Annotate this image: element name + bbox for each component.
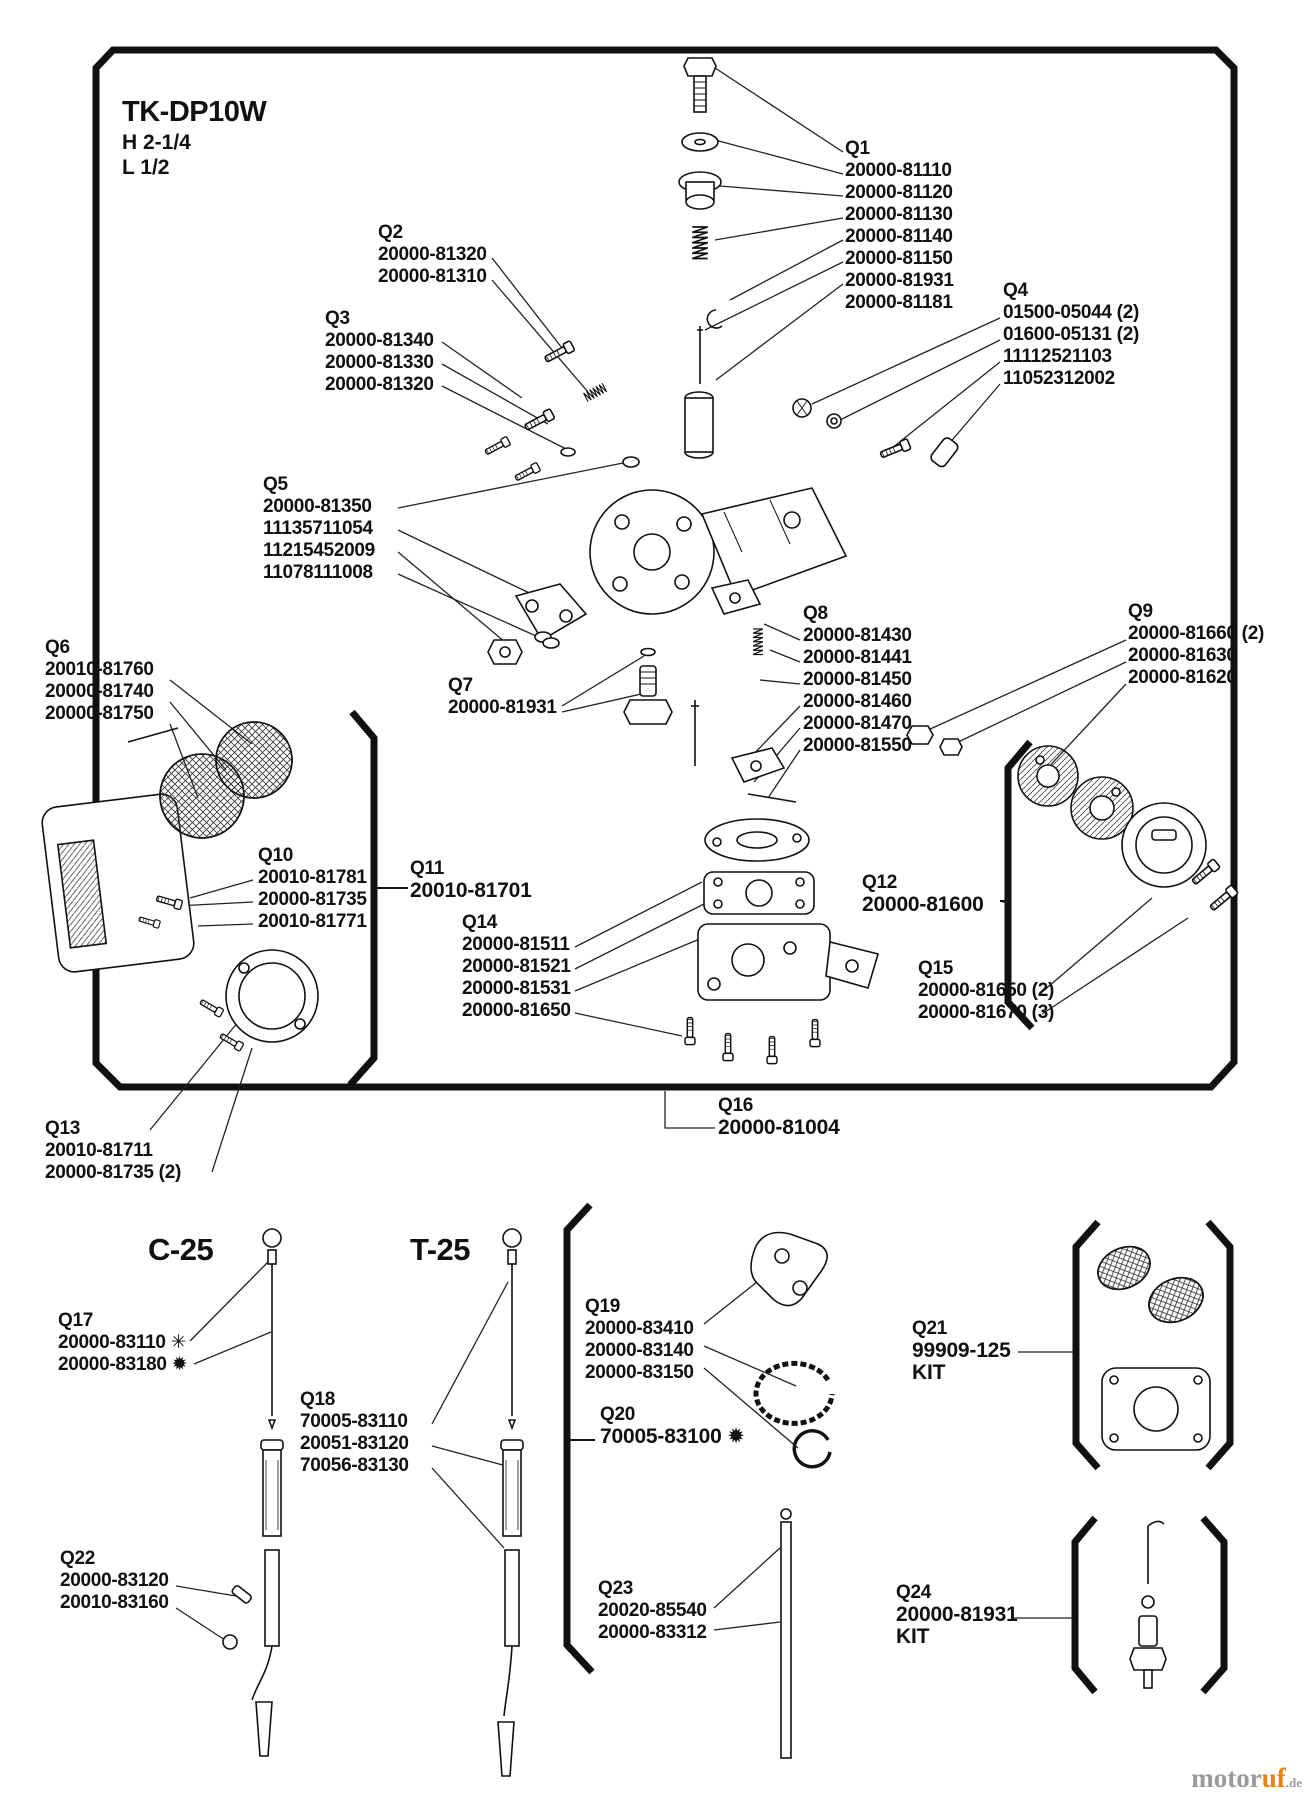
group-id-label: Q18 (300, 1389, 336, 1410)
part-group-q12 (862, 872, 984, 916)
needle-valve-kit-drawing (1130, 1521, 1166, 1688)
watermark-logo (1191, 1763, 1302, 1794)
group-id-label: Q14 (462, 912, 498, 933)
part-number: 20000-83150 (585, 1362, 694, 1383)
group-id-label: Q21 (912, 1318, 948, 1339)
part-number: 20000-83312 (598, 1622, 707, 1643)
group-id-label: Q16 (718, 1095, 754, 1116)
part-number: 20000-81630 (1128, 645, 1237, 666)
part-number: 20010-81711 (45, 1140, 153, 1161)
part-number: 70005-83110 (300, 1411, 408, 1432)
part-group-q20 (600, 1404, 745, 1448)
c25-cable-drawing (223, 1229, 283, 1756)
part-number: 20010-81760 (45, 659, 154, 680)
part-number: 20000-83140 (585, 1340, 694, 1361)
group-id-label: Q3 (325, 308, 350, 329)
part-number: 20000-83110 ✳ (58, 1332, 187, 1353)
part-number: 20000-81441 (803, 647, 912, 668)
spec-h: H 2-1/4 (122, 131, 191, 154)
part-number: 20000-81600 (862, 893, 984, 916)
part-number: 20000-81140 (845, 226, 953, 247)
group-id-label: Q8 (803, 603, 828, 624)
group-id-label: Q2 (378, 222, 403, 243)
part-number: 20000-81670 (3) (918, 1002, 1054, 1023)
part-number: 20010-81781 (258, 867, 367, 888)
watermark-brand-gray: motor (1191, 1763, 1262, 1793)
part-number: 20000-81330 (325, 352, 434, 373)
part-group-q14 (462, 912, 571, 1022)
part-group-q17 (58, 1310, 187, 1376)
part-number: 20000-81521 (462, 956, 571, 977)
throttle-adjuster-parts-drawing (679, 58, 722, 458)
group-id-label: Q11 (410, 858, 444, 879)
carburetor-body-drawing (590, 488, 846, 614)
part-group-q24 (896, 1582, 1018, 1648)
part-number: 20000-81120 (845, 182, 953, 203)
part-number: 70005-83100 ✹ (600, 1425, 745, 1448)
part-number: 11112521103 (1003, 346, 1112, 367)
part-group-q1 (845, 138, 954, 314)
group-id-label: Q15 (918, 958, 954, 979)
part-number: 20000-81130 (845, 204, 953, 225)
part-group-q15 (918, 958, 1054, 1024)
part-group-q5 (263, 474, 375, 584)
part-number: 11215452009 (263, 540, 375, 561)
part-number: 20000-81531 (462, 978, 571, 999)
part-group-q2 (378, 222, 487, 288)
part-number: 20020-85540 (598, 1600, 707, 1621)
gasket-kit-drawing (1091, 1239, 1210, 1450)
bracket-t25-section (567, 1205, 595, 1672)
part-number: 20000-81650 (462, 1000, 571, 1021)
part-number: 20000-81931 (845, 270, 954, 291)
part-number: 11078111008 (263, 562, 373, 583)
part-number: 20000-81460 (803, 691, 912, 712)
section-header-t25: T-25 (410, 1232, 471, 1267)
part-number: 11135711054 (263, 518, 373, 539)
part-number: 20000-81004 (718, 1116, 840, 1139)
part-group-q11 (410, 858, 532, 902)
part-number: 20000-81620 (1128, 667, 1237, 688)
group-id-label: Q23 (598, 1578, 634, 1599)
group-id-label: Q22 (60, 1548, 96, 1569)
section-header-c25: C-25 (148, 1232, 214, 1267)
part-number: 20000-81470 (803, 713, 912, 734)
part-number: 20000-81750 (45, 703, 154, 724)
part-group-q7 (448, 675, 557, 719)
group-id-label: Q1 (845, 138, 870, 159)
part-group-q3 (325, 308, 434, 396)
group-id-label: Q5 (263, 474, 288, 495)
metering-lever-drawing (732, 629, 796, 802)
part-group-q21 (912, 1318, 1011, 1384)
throttle-plate-and-rings-drawing (751, 1233, 832, 1467)
part-number: 20000-81340 (325, 330, 434, 351)
part-number: 20000-81931 (448, 697, 557, 718)
part-number: 20000-81320 (378, 244, 487, 265)
part-number: 70056-83130 (300, 1455, 409, 1476)
part-number: 20051-83120 (300, 1433, 409, 1454)
part-number: KIT (896, 1625, 930, 1648)
inlet-valve-drawing (624, 649, 699, 767)
part-number: 20000-81550 (803, 735, 912, 756)
group-id-label: Q10 (258, 845, 294, 866)
part-number: 20000-81430 (803, 625, 912, 646)
part-number: 20000-81740 (45, 681, 154, 702)
part-number: 20000-83410 (585, 1318, 694, 1339)
part-number: KIT (912, 1361, 946, 1384)
part-number: 20000-81650 (2) (918, 980, 1054, 1001)
part-number: 20000-81450 (803, 669, 912, 690)
part-number: 20000-81660 (2) (1128, 623, 1264, 644)
group-id-label: Q24 (896, 1582, 932, 1603)
t25-cable-drawing (498, 1229, 523, 1776)
part-number: 99909-125 (912, 1339, 1011, 1362)
group-id-label: Q9 (1128, 601, 1153, 622)
part-number: 20000-81511 (462, 934, 570, 955)
part-group-q10 (258, 845, 367, 933)
part-number: 01600-05131 (2) (1003, 324, 1139, 345)
part-number: 20010-81701 (410, 879, 532, 902)
model-title: TK-DP10W (122, 96, 267, 128)
clip-and-screw-parts-drawing (793, 399, 960, 469)
part-number: 20010-81771 (258, 911, 367, 932)
part-group-q19 (585, 1296, 694, 1384)
part-number: 20000-81181 (845, 292, 953, 313)
part-group-q22 (60, 1548, 169, 1614)
part-group-q8 (803, 603, 912, 757)
part-number: 20000-81310 (378, 266, 487, 287)
lever-plate-drawing (488, 584, 586, 664)
part-number: 20000-81735 (2) (45, 1162, 181, 1183)
part-number: 20000-81320 (325, 374, 434, 395)
part-number: 20000-81735 (258, 889, 367, 910)
part-group-q4 (1003, 280, 1139, 390)
part-number: 20000-81150 (845, 248, 953, 269)
part-group-q23 (598, 1578, 707, 1644)
watermark-tld: .de (1285, 1775, 1302, 1790)
part-group-q18 (300, 1389, 409, 1477)
choke-rod-drawing (781, 1509, 791, 1758)
part-number: 11052312002 (1003, 368, 1115, 389)
watermark-brand-orange: uf (1261, 1763, 1286, 1793)
part-number: 20000-81350 (263, 496, 372, 517)
group-id-label: Q6 (45, 637, 70, 658)
part-number: 01500-05044 (2) (1003, 302, 1139, 323)
part-number: 20000-83180 ✹ (58, 1354, 188, 1375)
group-id-label: Q7 (448, 675, 473, 696)
part-number: 20000-81931 (896, 1603, 1018, 1626)
group-id-label: Q4 (1003, 280, 1028, 301)
group-id-label: Q20 (600, 1404, 636, 1425)
part-group-q6 (45, 637, 154, 725)
title-block (122, 96, 266, 179)
part-group-q13 (45, 1118, 181, 1184)
group-id-label: Q12 (862, 872, 898, 893)
part-group-q16 (718, 1095, 840, 1139)
diaphragm-stack-drawing (685, 819, 878, 1064)
part-number: 20000-83120 (60, 1570, 169, 1591)
group-id-label: Q13 (45, 1118, 81, 1139)
part-group-q9 (1128, 601, 1264, 689)
group-id-label: Q17 (58, 1310, 94, 1331)
part-number: 20000-81110 (845, 160, 952, 181)
group-id-label: Q19 (585, 1296, 621, 1317)
part-number: 20010-83160 (60, 1592, 169, 1613)
spec-l: L 1/2 (122, 156, 170, 179)
